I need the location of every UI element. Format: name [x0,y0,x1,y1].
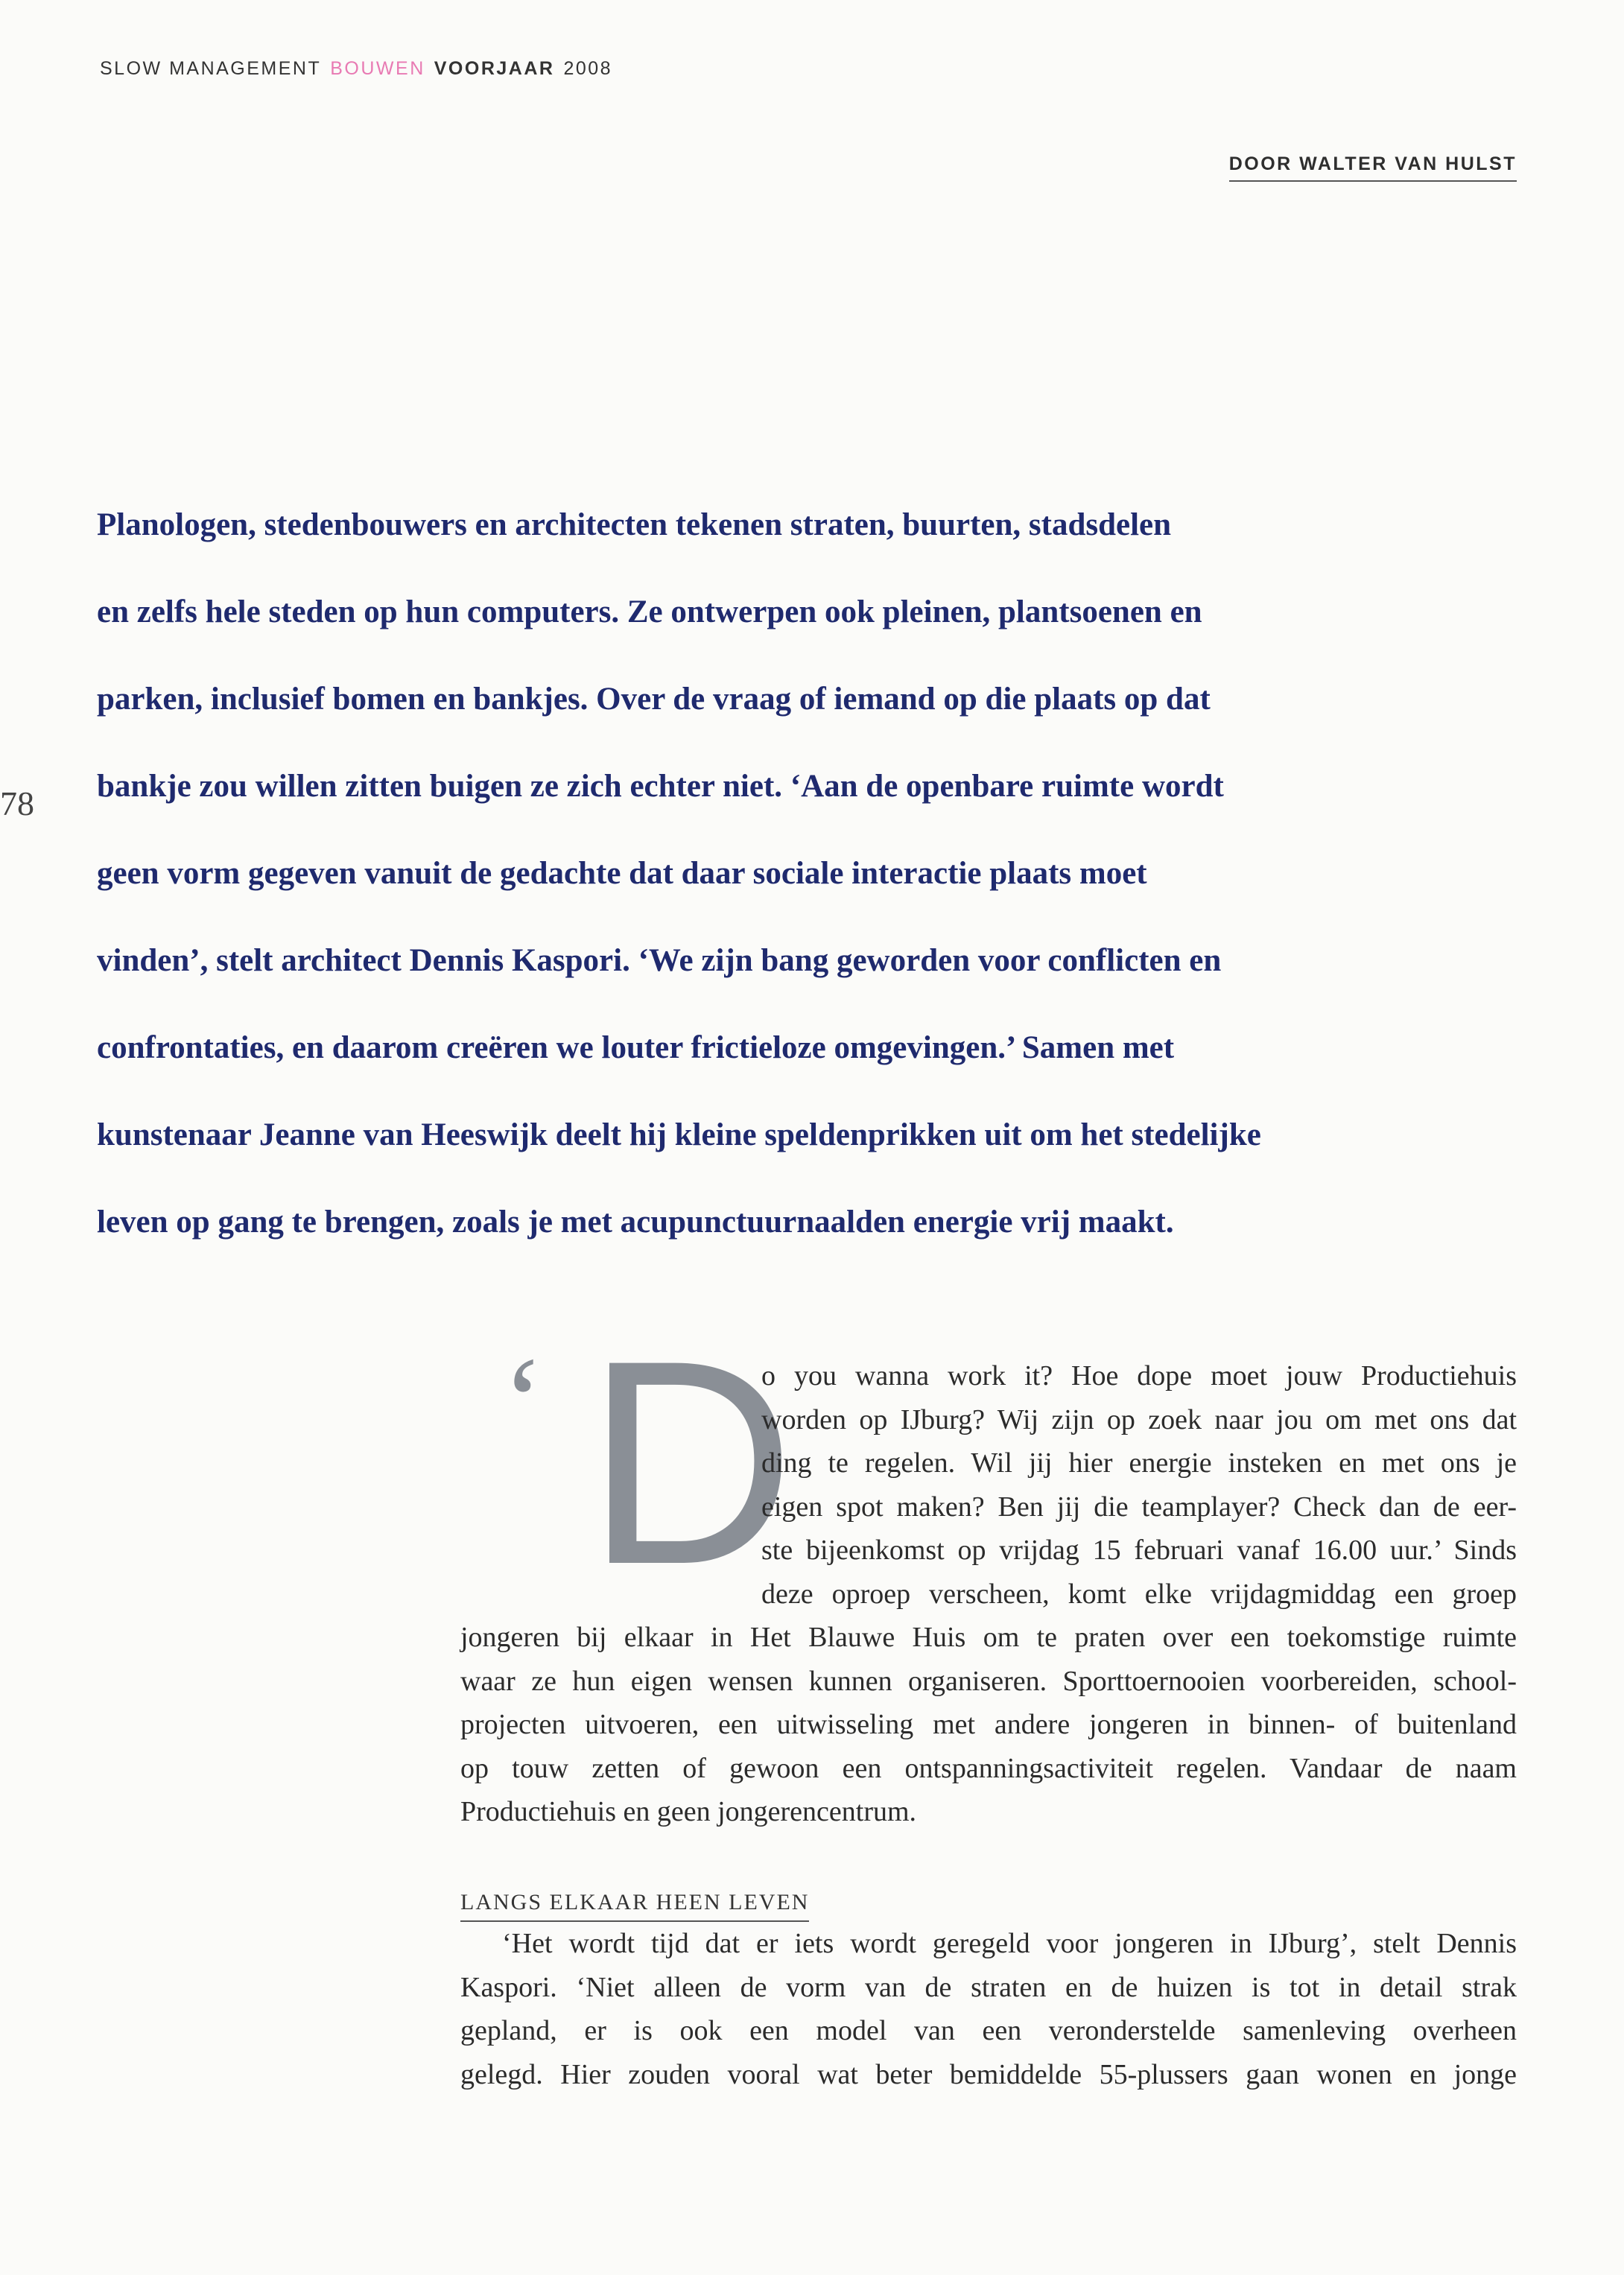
body-line: worden op IJburg? Wij zijn op zoek naar jou om met ons dat [761,1403,1517,1435]
intro-line: bankje zou willen zitten buigen ze zich echter niet. ‘Aan de openbare ruimte wordt [97,769,1224,804]
drop-cap: D [586,1300,796,1625]
running-head-year: 2008 [563,58,613,79]
body-line: Productiehuis en geen jongerencentrum. [460,1796,917,1827]
intro-line: confrontaties, en daarom creëren we louter frictieloze omgevingen.’ Samen met [97,1030,1175,1065]
body-line: gepland, er is ook een model van een veronderstelde samenleving overheen [460,2015,1517,2046]
opening-quote-mark: ‘ [502,1331,545,1471]
intro-line: geen vorm gegeven vanuit de gedachte dat daar sociale interactie plaats moet [97,856,1147,891]
body-line: ‘Het wordt tijd dat er iets wordt geregeld voor jongeren in IJburg’, stelt Dennis [502,1928,1517,1959]
intro-line: vinden’, stelt architect Dennis Kaspori. ‘We zijn bang geworden voor conflicten en [97,943,1222,978]
page-number: 78 [0,784,34,822]
section-paragraph [460,1922,1517,2096]
body-line: eigen spot maken? Ben jij die teamplayer? Check dan de eer- [761,1491,1517,1523]
body-line: ste bijeenkomst op vrijdag 15 februari vanaf 16.00 uur.’ Sinds [761,1535,1517,1566]
running-head-season: VOORJAAR [434,58,555,79]
article-body [460,1300,1517,2096]
body-line: o you wanna work it? Hoe dope moet jouw Productiehuis [761,1360,1517,1392]
byline: DOOR WALTER VAN HULST [1229,153,1517,182]
running-head-series: SLOW MANAGEMENT [100,58,322,79]
body-line: Kaspori. ‘Niet alleen de vorm van de straten en de huizen is tot in detail strak [460,1971,1517,2003]
body-line: op touw zetten of gewoon een ontspanningsactiviteit regelen. Vandaar de naam [460,1752,1517,1784]
body-line: ding te regelen. Wil jij hier energie insteken en met ons je [761,1447,1517,1479]
intro-line: kunstenaar Jeanne van Heeswijk deelt hij kleine speldenprikken uit om het stedelijke [97,1117,1261,1152]
intro-line: Planologen, stedenbouwers en architecten tekenen straten, buurten, stadsdelen [97,507,1172,542]
body-line: waar ze hun eigen wensen kunnen organiseren. Sporttoernooien voorbereiden, school- [460,1665,1517,1697]
intro-line: leven op gang te brengen, zoals je met acupunctuurnaalden energie vrij maakt. [97,1205,1174,1240]
body-line: gelegd. Hier zouden vooral wat beter bemiddelde 55-plussers gaan wonen en jonge [460,2058,1517,2090]
opening-paragraph-continued [460,1616,1517,1834]
running-head-section: BOUWEN [330,58,425,79]
intro-paragraph [97,481,1378,1266]
drop-cap-lines [761,1354,1517,1616]
running-head [100,58,612,80]
body-line: jongeren bij elkaar in Het Blauwe Huis om te praten over een toekomstige ruimte [460,1622,1517,1653]
body-line: deze oproep verscheen, komt elke vrijdagmiddag een groep [761,1578,1517,1610]
intro-line: parken, inclusief bomen en bankjes. Over de vraag of iemand op die plaats op dat [97,682,1211,717]
opening-paragraph [460,1300,1517,1625]
body-line: projecten uitvoeren, een uitwisseling met andere jongeren in binnen- of buitenland [460,1709,1517,1740]
section-heading: LANGS ELKAAR HEEN LEVEN [460,1886,809,1922]
intro-line: en zelfs hele steden op hun computers. Ze ontwerpen ook pleinen, plantsoenen en [97,594,1202,629]
